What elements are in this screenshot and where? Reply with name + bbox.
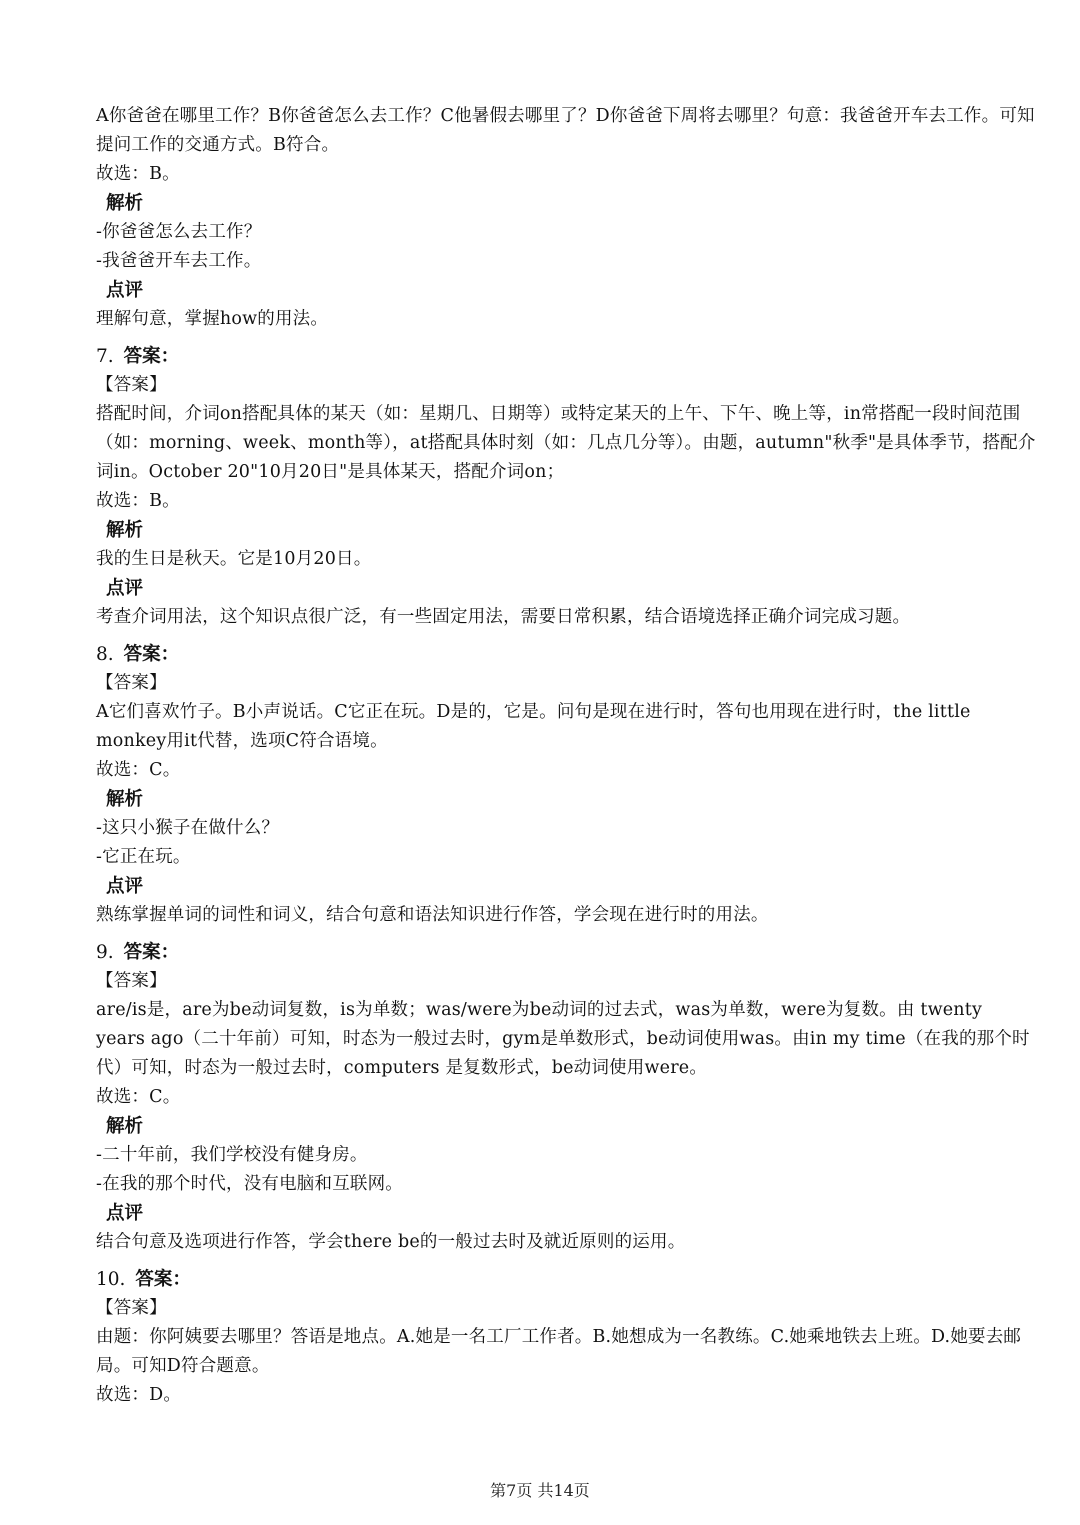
question-number-row [96,640,1036,669]
analysis-text: A你爸爸在哪里工作？B你爸爸怎么去工作？C他暑假去哪里了？D你爸爸下周将去哪里？句意：我爸爸开车去工作。可知提问工作的交通方式。B符合。 [96,106,1035,155]
page-footer: 第7页 共14页 [490,1481,590,1500]
analysis-text: are/is是，are为be动词复数，is为单数；was/were为be动词的过去式，was为单数，were为复数。由 twenty years ago（二十年前）可知，时态为一般过去时，gym是单数形式，be动词使用was。由in my time（在我的那个时代）可知，时态为一般过去时，computers 是复数形式，be动词使用were。 [96,1000,1030,1078]
dianping-text: 结合句意及选项进行作答，学会there be的一般过去时及就近原则的运用。 [96,1232,686,1252]
analysis-text: A它们喜欢竹子。B小声说话。C它正在玩。D是的，它是。问句是现在进行时，答句也用现在进行时，the little monkey用it代替，选项C符合语境。 [96,702,971,751]
question-7 [96,342,1036,632]
answer-label: 【答案】 [96,673,167,693]
dianping-heading: 点评 [106,1203,144,1224]
dianping-text: 考查介词用法，这个知识点很广泛，有一些固定用法，需要日常积累，结合语境选择正确介词完成习题。 [96,607,911,627]
jiexi-text: -在我的那个时代，没有电脑和互联网。 [96,1174,404,1194]
jiexi-text: -它正在玩。 [96,847,191,867]
question-title: 答案： [135,1269,191,1290]
choice-text: 故选：D。 [96,1385,182,1405]
question-number-row [96,1265,1036,1294]
question-title: 答案： [123,942,180,963]
jiexi-heading: 解析 [106,520,144,541]
dianping-heading: 点评 [106,280,144,301]
dianping-text: 熟练掌握单词的词性和词义，结合句意和语法知识进行作答，学会现在进行时的用法。 [96,905,769,925]
question-number: 9. [96,942,114,963]
jiexi-text: -你爸爸怎么去工作？ [96,222,262,242]
jiexi-text: 我的生日是秋天。它是10月20日。 [96,549,372,569]
analysis-text: 搭配时间，介词on搭配具体的某天（如：星期几、日期等）或特定某天的上午、下午、晚上等，in常搭配一段时间范围（如：morning、week、month等），at搭配具体时刻（如：几点几分等）。由题，autumn"秋季"是具体季节，搭配介词in。October 20"10月20日"是具体某天，搭配介词on； [96,404,1036,482]
choice-text: 故选：B。 [96,491,180,511]
question-10 [96,1265,1036,1410]
question-number-row [96,938,1036,967]
question-number: 8. [96,644,114,665]
question-number-row [96,342,1036,371]
question-6-continuation [96,102,1036,334]
choice-text: 故选：C。 [96,1087,181,1107]
question-9 [96,938,1036,1257]
answer-label: 【答案】 [96,971,167,991]
question-8 [96,640,1036,930]
jiexi-heading: 解析 [106,193,144,214]
jiexi-heading: 解析 [106,789,144,810]
answer-label: 【答案】 [96,1298,167,1318]
question-number: 10. [96,1269,126,1290]
dianping-heading: 点评 [106,876,144,897]
question-title: 答案： [123,346,180,367]
jiexi-text: -这只小猴子在做什么？ [96,818,280,838]
choice-text: 故选：C。 [96,760,181,780]
dianping-text: 理解句意，掌握how的用法。 [96,309,329,329]
jiexi-heading: 解析 [106,1116,144,1137]
analysis-text: 由题：你阿姨要去哪里？答语是地点。A.她是一名工厂工作者。B.她想成为一名教练。C.她乘地铁去上班。D.她要去邮局。可知D符合题意。 [96,1327,1022,1376]
jiexi-text: -我爸爸开车去工作。 [96,251,262,271]
answer-label: 【答案】 [96,375,167,395]
document-body [96,102,1036,1410]
dianping-heading: 点评 [106,578,144,599]
jiexi-text: -二十年前，我们学校没有健身房。 [96,1145,368,1165]
question-number: 7. [96,346,114,367]
choice-text: 故选：B。 [96,164,180,184]
question-title: 答案： [123,644,180,665]
